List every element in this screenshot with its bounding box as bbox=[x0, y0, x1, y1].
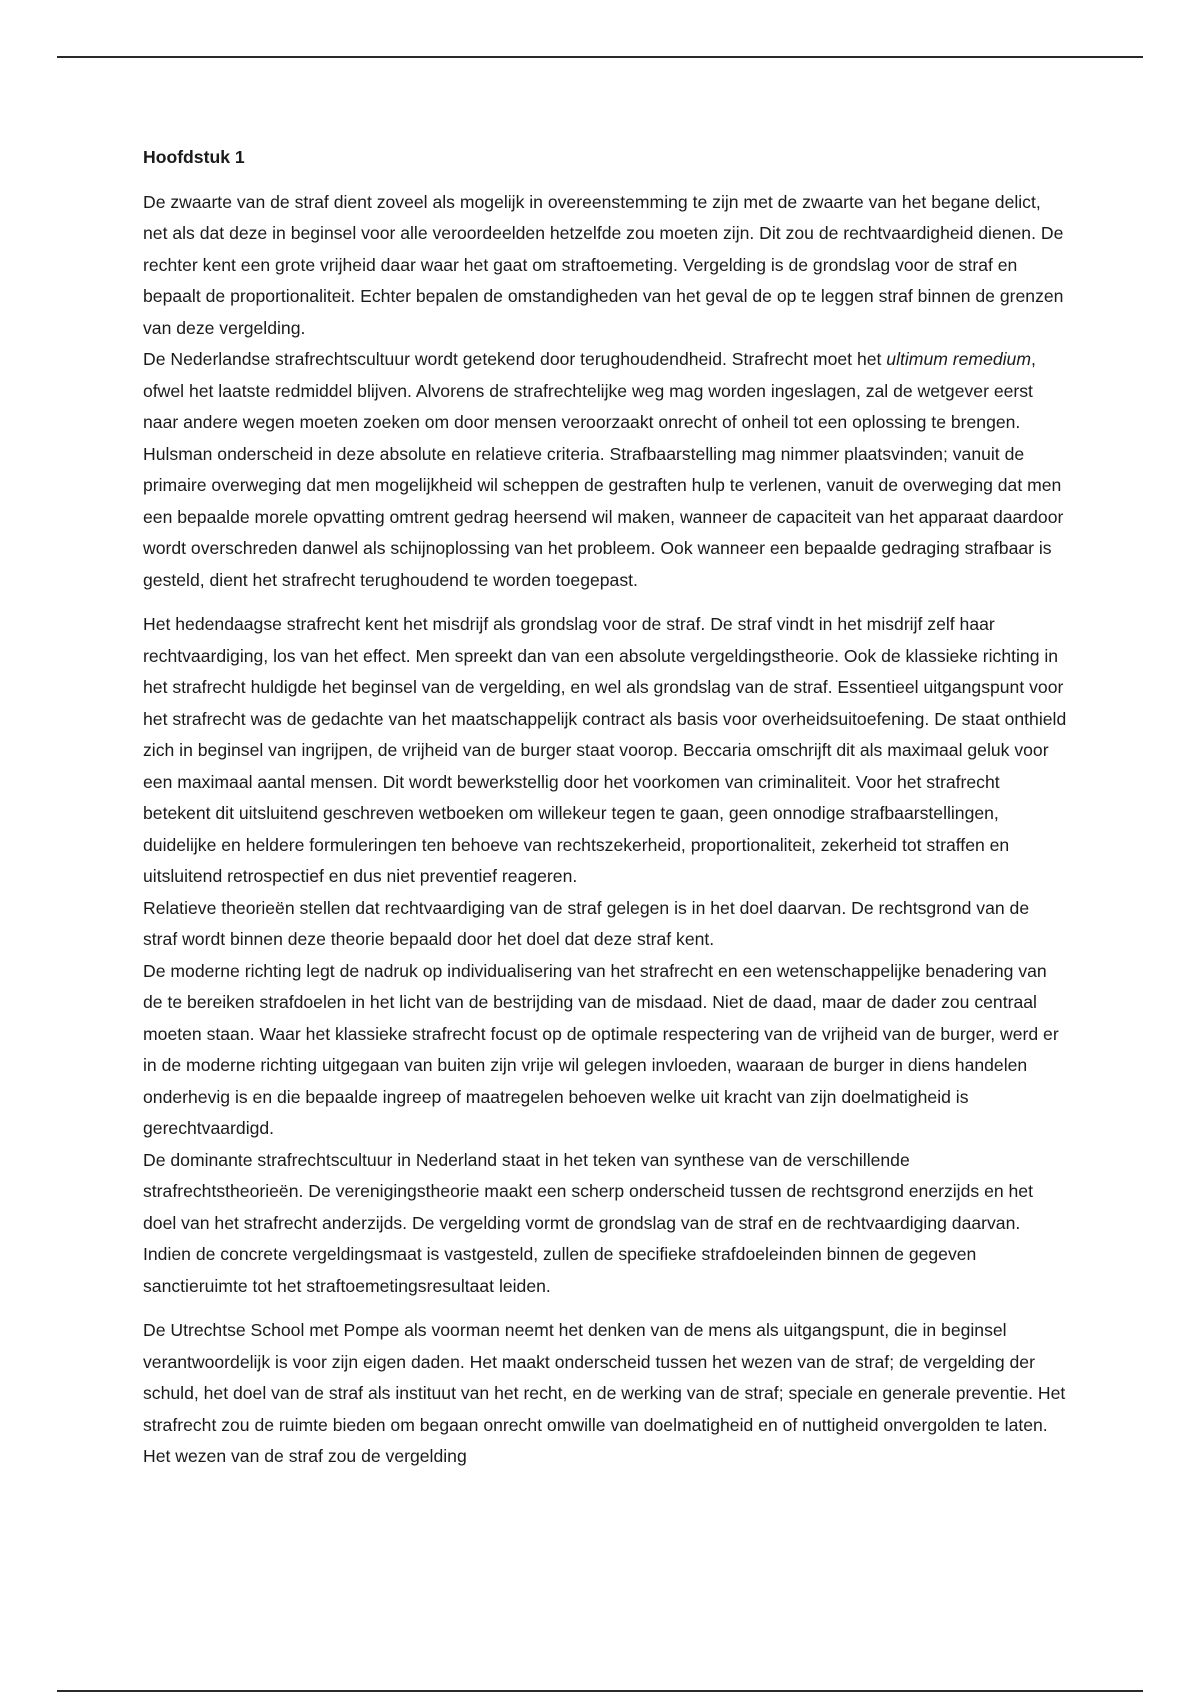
top-divider bbox=[57, 56, 1143, 58]
paragraph-5: De moderne richting legt de nadruk op individualisering van het strafrecht en een wetenschappelijke benadering van de te bereiken strafdoelen in het licht van de bestrijding van de misdaad. Niet de daad, maar de dader zou centraal moeten staan. Waar het klassieke strafrecht focust op de optimale respectering van de vrijheid van de burger, werd er in de moderne richting uitgegaan van buiten zijn vrije wil gelegen invloeden, waaraan de burger in diens handelen onderhevig is en die bepaalde ingreep of maatregelen behoeven welke uit kracht van zijn doelmatigheid is gerechtvaardigd. bbox=[143, 960, 1059, 1138]
paragraph-2 bbox=[143, 344, 1068, 596]
paragraph-2-emphasis: ultimum remedium bbox=[886, 349, 1031, 369]
paragraph-6: De dominante strafrechtscultuur in Nederland staat in het teken van synthese van de verschillende strafrechtstheorieën. De verenigingstheorie maakt een scherp onderscheid tussen de rechtsgrond enerzijds en het doel van het strafrecht anderzijds. De vergelding vormt de grondslag van de straf en de rechtvaardiging daarvan. Indien de concrete vergeldingsmaat is vastgesteld, zullen de specifieke strafdoeleinden binnen de gegeven sanctieruimte tot het straftoemetingsresultaat leiden. bbox=[143, 1149, 1033, 1296]
paragraph-4: Relatieve theorieën stellen dat rechtvaardiging van de straf gelegen is in het doel daarvan. De rechtsgrond van de straf wordt binnen deze theorie bepaald door het doel dat deze straf kent. bbox=[143, 897, 1030, 949]
paragraph-7: De Utrechtse School met Pompe als voorman neemt het denken van de mens als uitgangspunt, die in beginsel verantwoordelijk is voor zijn eigen daden. Het maakt onderscheid tussen het wezen van de straf; de vergelding der schuld, het doel van de straf als instituut van het recht, en de werking van de straf; speciale en generale preventie. Het strafrecht zou de ruimte bieden om begaan onrecht omwille van doelmatigheid en of nuttigheid onvergolden te laten. Het wezen van de straf zou de vergelding bbox=[143, 1320, 1066, 1466]
bottom-divider bbox=[57, 1690, 1143, 1692]
paragraph-3: Het hedendaagse strafrecht kent het misdrijf als grondslag voor de straf. De straf vindt in het misdrijf zelf haar rechtvaardiging, los van het effect. Men spreekt dan van een absolute vergeldingstheorie. Ook de klassieke richting in het strafrecht huldigde het beginsel van de vergelding, en wel als grondslag van de straf. Essentieel uitgangspunt voor het strafrecht was de gedachte van het maatschappelijk contract als basis voor overheidsuitoefening. De staat onthield zich in beginsel van ingrijpen, de vrijheid van de burger staat voorop. Beccaria omschrijft dit als maximaal geluk voor een maximaal aantal mensen. Dit wordt bewerkstellig door het voorkomen van criminaliteit. Voor het strafrecht betekent dit uitsluitend geschreven wetboeken om willekeur tegen te gaan, geen onnodige strafbaarstellingen, duidelijke en heldere formuleringen ten behoeve van rechtszekerheid, proportionaliteit, zekerheid tot straffen en uitsluitend retrospectief en dus niet preventief reageren. bbox=[143, 614, 1067, 886]
paragraph-2-after: , ofwel het laatste redmiddel blijven. Alvorens de strafrechtelijke weg mag worden ingeslagen, zal de wetgever eerst naar andere wegen moeten zoeken om door mensen veroorzaakt onrecht of onheil tot een oplossing te brengen. Hulsman onderscheid in deze absolute en relatieve criteria. Strafbaarstelling mag nimmer plaatsvinden; vanuit de primaire overweging dat men mogelijkheid wil scheppen de gestraften hulp te verlenen, vanuit de overweging dat men een bepaalde morele opvatting omtrent gedrag heersend wil maken, wanneer de capaciteit van het apparaat daardoor wordt overschreden danwel als schijnoplossing van het probleem. Ook wanneer een bepaalde gedraging strafbaar is gesteld, dient het strafrecht terughoudend te worden toegepast. bbox=[143, 349, 1064, 590]
paragraph-2-before: De Nederlandse strafrechtscultuur wordt getekend door terughoudendheid. Strafrecht moet het bbox=[143, 349, 887, 369]
chapter-heading: Hoofdstuk 1 bbox=[143, 147, 245, 167]
document-body bbox=[143, 142, 1068, 1473]
paragraph-1: De zwaarte van de straf dient zoveel als mogelijk in overeenstemming te zijn met de zwaarte van het begane delict, net als dat deze in beginsel voor alle veroordeelden hetzelfde zou moeten zijn. Dit zou de rechtvaardigheid dienen. De rechter kent een grote vrijheid daar waar het gaat om straftoemeting. Vergelding is de grondslag voor de straf en bepaalt de proportionaliteit. Echter bepalen de omstandigheden van het geval de op te leggen straf binnen de grenzen van deze vergelding. bbox=[143, 191, 1064, 338]
